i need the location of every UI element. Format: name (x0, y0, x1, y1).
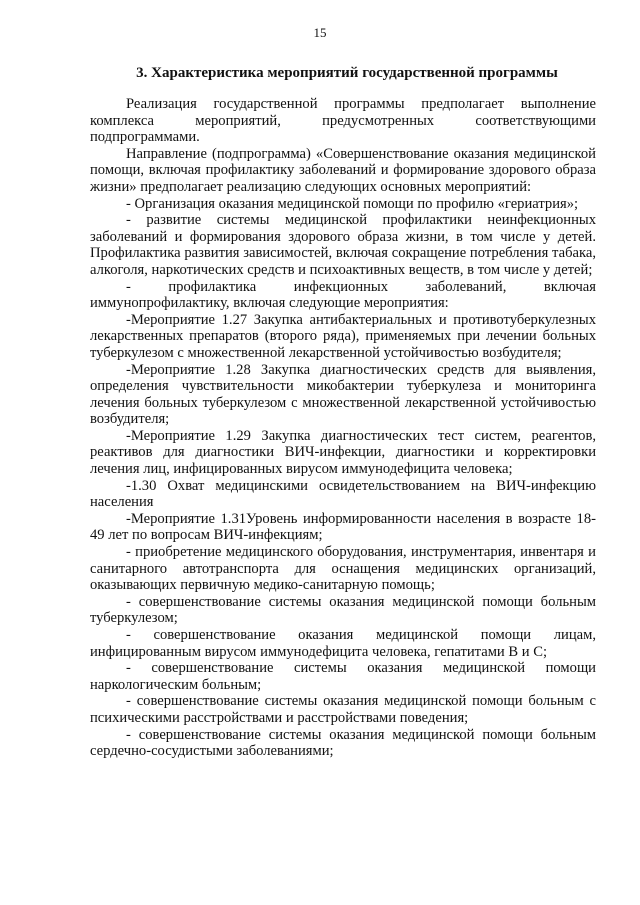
list-item: -Мероприятие 1.28 Закупка диагностических средств для выявления, определения чувствительности микобактерии туберкулеза и мониторинга лечения больных туберкулезом с множественной лекарственной устойчивостью возбудителя; (90, 361, 596, 428)
list-item: - профилактика инфекционных заболеваний, включая иммунопрофилактику, включая следующие мероприятия: (90, 278, 596, 312)
list-item: - Организация оказания медицинской помощи по профилю «гериатрия»; (126, 195, 579, 212)
list-item: - совершенствование системы оказания медицинской помощи больным с психическими расстройствами и расстройствами поведения; (90, 693, 596, 726)
list-item: -Мероприятие 1.31Уровень информированности населения в возрасте 18-49 лет по вопросам ВИЧ-инфекциям; (90, 510, 596, 544)
list-item: -1.30 Охват медицинскими освидетельствованием на ВИЧ-инфекцию населения (90, 477, 596, 511)
list-item: - совершенствование системы оказания медицинской помощи больным сердечно-сосудистыми заболеваниями; (90, 726, 596, 760)
list-item: -Мероприятие 1.29 Закупка диагностических тест систем, реагентов, реактивов для диагностики ВИЧ-инфекции, диагностики и корректировки лечения лиц, инфицированных вирусом иммунодефицита человека; (90, 427, 596, 478)
list-item: - приобретение медицинского оборудования, инструментария, инвентаря и санитарного автотранспорта для оснащения медицинских организаций, оказывающих первичную медико-санитарную помощь; (90, 544, 596, 594)
paragraph-direction: Направление (подпрограмма) «Совершенствование оказания медицинской помощи, включая профилактику заболеваний и формирование здорового образа жизни» предполагает реализацию следующих основных мероприятий: (90, 145, 596, 195)
page-number: 15 (313, 25, 327, 40)
list-item: - совершенствование оказания медицинской помощи лицам, инфицированным вирусом иммунодефицита человека, гепатитами В и С; (90, 627, 596, 660)
list-item: -Мероприятие 1.27 Закупка антибактериальных и противотуберкулезных лекарственных препаратов (второго ряда), применяемых при лечении больных туберкулезом с множественной лекарственной устойчивостью возбудителя; (90, 311, 596, 361)
list-item: - развитие системы медицинской профилактики неинфекционных заболеваний и формирования здорового образа жизни, в том числе у детей. Профилактика развития зависимостей, включая сокращение потребления табака, алкоголя, наркотических средств и психоактивных веществ, в том числе у детей; (90, 212, 596, 278)
list-item: - совершенствование системы оказания медицинской помощи больным туберкулезом; (90, 593, 596, 627)
body-text (90, 96, 596, 760)
paragraph-intro: Реализация государственной программы предполагает выполнение комплекса мероприятий, предусмотренных соответствующими подпрограммами. (90, 96, 596, 146)
list-item: - совершенствование системы оказания медицинской помощи наркологическим больным; (90, 660, 596, 693)
section-title: 3. Характеристика мероприятий государственной программы (136, 65, 558, 81)
